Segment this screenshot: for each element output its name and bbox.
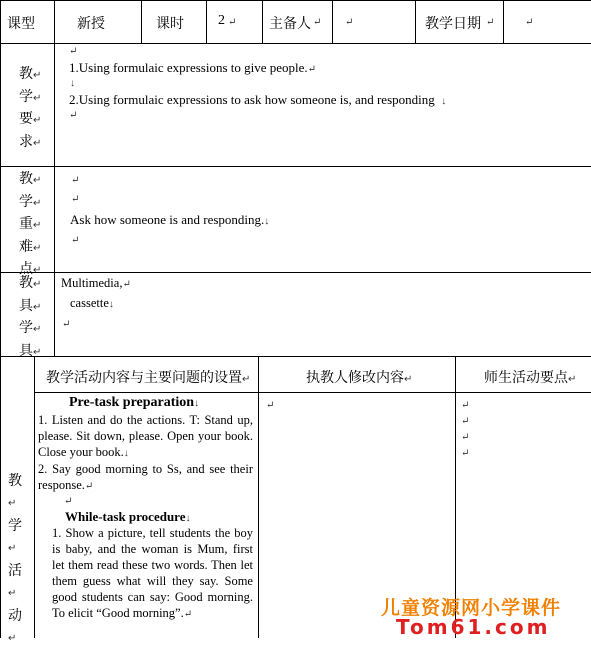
return-mark: ↵ xyxy=(62,319,71,330)
down-mark: ↓ xyxy=(70,78,75,89)
return-mark: ↵ xyxy=(266,400,275,411)
activities-col1-header: 教学活动内容与主要问题的设置↵ xyxy=(46,370,251,386)
watermark-cn: 儿童资源网小学课件 xyxy=(381,597,562,619)
return-mark: ↵ xyxy=(228,17,237,28)
preparer-label: 主备人 xyxy=(269,16,311,32)
return-mark: ↵ xyxy=(64,496,73,507)
return-mark: ↵ xyxy=(313,17,322,28)
periods-value: 2 xyxy=(218,13,225,28)
activities-label: 教 ↵ 学 ↵ 活 ↵ 动 ↵ xyxy=(8,473,22,644)
pre-task-item-1: 1. Listen and do the actions. T: Stand up, please. Sit down, please. Open your book. Close your book.↓ xyxy=(38,413,253,460)
return-mark: ↵ xyxy=(525,17,534,28)
return-mark: ↵ xyxy=(71,235,80,246)
activities-col2-header: 执教人修改内容↵ xyxy=(306,370,413,386)
aids-line-2: cassette↓ xyxy=(70,296,114,310)
watermark-en: Tom61.com xyxy=(396,615,551,639)
return-mark: ↵ xyxy=(71,175,80,186)
return-mark: ↵ xyxy=(345,17,354,28)
date-label: 教学日期 xyxy=(425,16,481,32)
return-mark: ↵ xyxy=(69,46,78,57)
return-mark: ↵ xyxy=(69,110,78,121)
while-task-title: While-task procedure↓ xyxy=(65,509,191,524)
aids-line-1: Multimedia,↵ xyxy=(61,276,131,290)
return-mark: ↵ xyxy=(71,194,80,205)
while-task-item-1: 1. Show a picture, tell students the boy is baby, and the woman is Mum, first let them read these two words. Then let them guess what will they say. Some good students can say: Good morning. To elicit “Good morning”.↵ xyxy=(52,526,253,621)
activities-col3-header: 师生活动要点↵ xyxy=(484,370,577,386)
goals-label: 教↵ 学↵ 要↵ 求↵ xyxy=(19,66,42,150)
col3-marks: ↵ ↵ ↵ ↵ xyxy=(461,400,470,459)
pre-task-item-2: 2. Say good morning to Ss, and see their response.↵ xyxy=(38,462,253,493)
periods-label: 课时 xyxy=(156,16,184,32)
key-points-text: Ask how someone is and responding.↓ xyxy=(70,212,270,227)
pre-task-title: Pre-task preparation↓ xyxy=(69,395,200,410)
lesson-type-label: 课型 xyxy=(7,16,35,32)
goal-line-2: 2.Using formulaic expressions to ask how someone is, and responding ↓ xyxy=(69,92,447,107)
aids-label: 教↵ 具↵ 学↵ 具↵ xyxy=(19,275,42,359)
key-points-label: 教↵ 学↵ 重↵ 难↵ 点↵ xyxy=(19,171,42,278)
goal-line-1: 1.Using formulaic expressions to give people.↵ xyxy=(69,60,317,75)
return-mark: ↵ xyxy=(486,17,495,28)
lesson-type-value: 新授 xyxy=(77,16,105,32)
